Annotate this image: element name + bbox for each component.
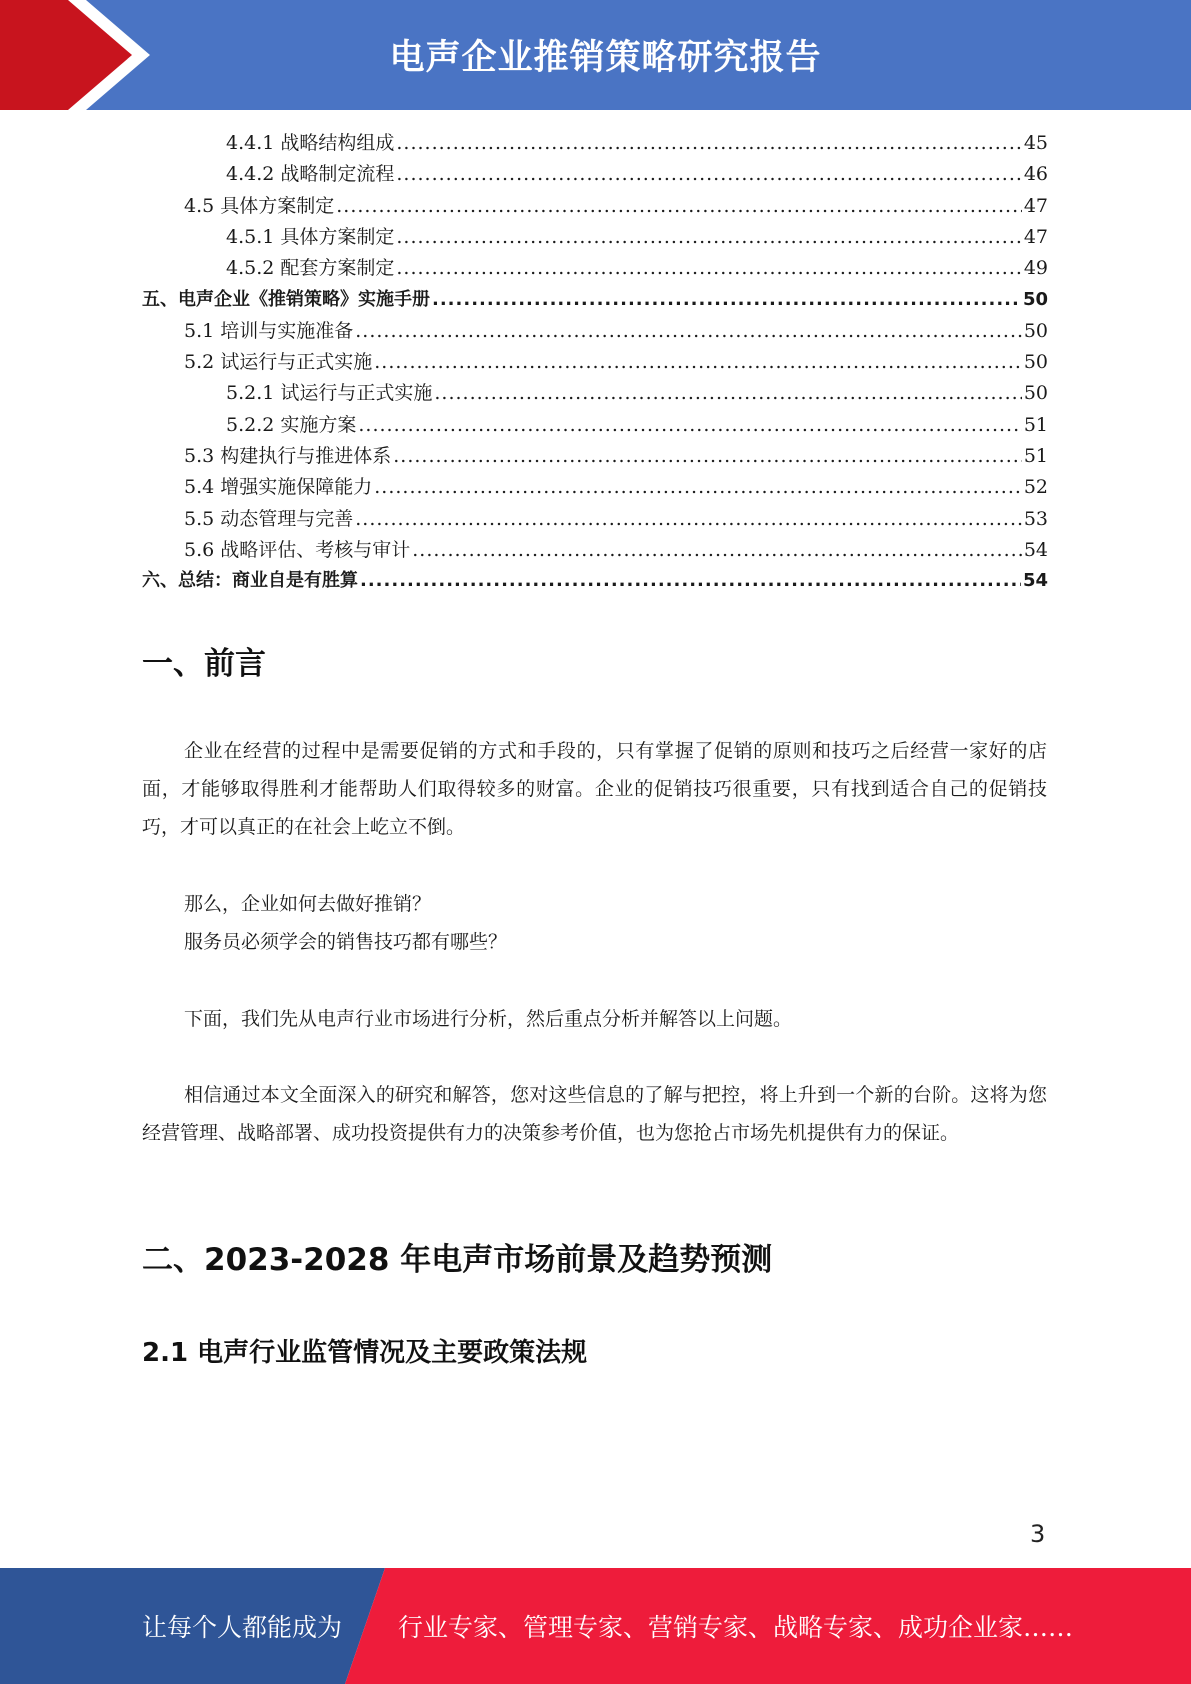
toc-entry[interactable] (226, 410, 1048, 438)
toc-entry-label: 5.6 战略评估、考核与审计 (184, 539, 411, 561)
toc-entry-page: 50 (1023, 320, 1048, 342)
toc-leader-dots (355, 320, 1022, 342)
toc-entry[interactable] (226, 378, 1048, 406)
toc-entry-page: 46 (1023, 163, 1048, 185)
preface-paragraph-1: 企业在经营的过程中是需要促销的方式和手段的，只有掌握了促销的原则和技巧之后经营一家好的店面，才能够取得胜利才能帮助人们取得较多的财富。企业的促销技巧很重要，只有找到适合自己的促销技巧，才可以真正的在社会上屹立不倒。 (142, 740, 1047, 838)
toc-entry-label: 5.2 试运行与正式实施 (184, 351, 373, 373)
toc-leader-dots (358, 414, 1021, 436)
toc-entry-label: 4.5.2 配套方案制定 (226, 257, 395, 279)
toc-entry[interactable] (142, 285, 1048, 313)
toc-leader-dots (396, 226, 1021, 248)
toc-entry-page: 50 (1022, 289, 1048, 310)
page-header (0, 0, 1191, 110)
toc-entry-page: 50 (1023, 351, 1048, 373)
footer-slogan-left: 让每个人都能成为 (142, 1613, 343, 1642)
page-number: 3 (1030, 1520, 1046, 1548)
toc-leader-dots (336, 195, 1022, 217)
toc-entry-label: 五、电声企业《推销策略》实施手册 (142, 289, 430, 310)
section-heading-market-forecast: 二、2023-2028 年电声市场前景及趋势预测 (142, 1242, 773, 1278)
toc-leader-dots (434, 382, 1021, 404)
preface-paragraph-3: 相信通过本文全面深入的研究和解答，您对这些信息的了解与把控，将上升到一个新的台阶。这将为您经营管理、战略部署、成功投资提供有力的决策参考价值，也为您抢占市场先机提供有力的保证。 (142, 1084, 1047, 1144)
subsection-heading-regulation: 2.1 电声行业监管情况及主要政策法规 (142, 1338, 588, 1368)
toc-entry-label: 5.4 增强实施保障能力 (184, 476, 373, 498)
footer-slogan-right: 行业专家、管理专家、营销专家、战略专家、成功企业家…… (398, 1613, 1074, 1642)
toc-entry-label: 4.5 具体方案制定 (184, 195, 335, 217)
toc-entry-page: 54 (1022, 570, 1048, 591)
toc-leader-dots (396, 132, 1021, 154)
toc-entry[interactable] (226, 222, 1048, 250)
toc-entry-page: 51 (1023, 414, 1048, 436)
preface-paragraph-2: 下面，我们先从电声行业市场进行分析，然后重点分析并解答以上问题。 (184, 1008, 793, 1030)
toc-entry[interactable] (184, 347, 1048, 375)
toc-entry-label: 4.5.1 具体方案制定 (226, 226, 395, 248)
toc-leader-dots (432, 289, 1021, 310)
toc-leader-dots (393, 445, 1022, 467)
toc-entry[interactable] (184, 535, 1048, 563)
toc-leader-dots (412, 539, 1022, 561)
section-heading-preface: 一、前言 (142, 646, 266, 682)
toc-leader-dots (396, 257, 1021, 279)
toc-entry-page: 45 (1023, 132, 1048, 154)
toc-entry-page: 51 (1023, 445, 1048, 467)
toc-entry-label: 5.2.1 试运行与正式实施 (226, 382, 433, 404)
toc-leader-dots (355, 508, 1022, 530)
page-footer (0, 1568, 1191, 1684)
toc-entry-label: 5.5 动态管理与完善 (184, 508, 354, 530)
toc-entry[interactable] (184, 504, 1048, 532)
toc-entry[interactable] (226, 128, 1048, 156)
preface-question-1: 那么，企业如何去做好推销？ (184, 893, 432, 915)
toc-entry[interactable] (226, 253, 1048, 281)
header-title: 电声企业推销策略研究报告 (389, 38, 822, 78)
toc-entry[interactable] (184, 316, 1048, 344)
toc-entry-page: 53 (1023, 508, 1048, 530)
toc-entry-label: 5.1 培训与实施准备 (184, 320, 354, 342)
toc-entry-page: 54 (1023, 539, 1048, 561)
toc-leader-dots (374, 476, 1022, 498)
toc-entry-label: 4.4.2 战略制定流程 (226, 163, 395, 185)
toc-entry-label: 4.4.1 战略结构组成 (226, 132, 395, 154)
toc-entry[interactable] (184, 191, 1048, 219)
toc-leader-dots (360, 570, 1021, 591)
toc-entry-page: 47 (1023, 226, 1048, 248)
toc-leader-dots (396, 163, 1021, 185)
toc-entry-label: 5.3 构建执行与推进体系 (184, 445, 392, 467)
toc-entry-page: 49 (1023, 257, 1048, 279)
preface-question-2: 服务员必须学会的销售技巧都有哪些？ (184, 931, 508, 953)
toc-entry[interactable] (184, 472, 1048, 500)
toc-entry[interactable] (142, 566, 1048, 594)
toc-entry[interactable] (184, 441, 1048, 469)
toc-entry-page: 52 (1023, 476, 1048, 498)
toc-entry-label: 5.2.2 实施方案 (226, 414, 357, 436)
toc-entry-page: 47 (1023, 195, 1048, 217)
toc-leader-dots (374, 351, 1022, 373)
toc-entry-label: 六、总结：商业自是有胜算 (142, 570, 358, 591)
toc-entry[interactable] (226, 159, 1048, 187)
toc-entry-page: 50 (1023, 382, 1048, 404)
